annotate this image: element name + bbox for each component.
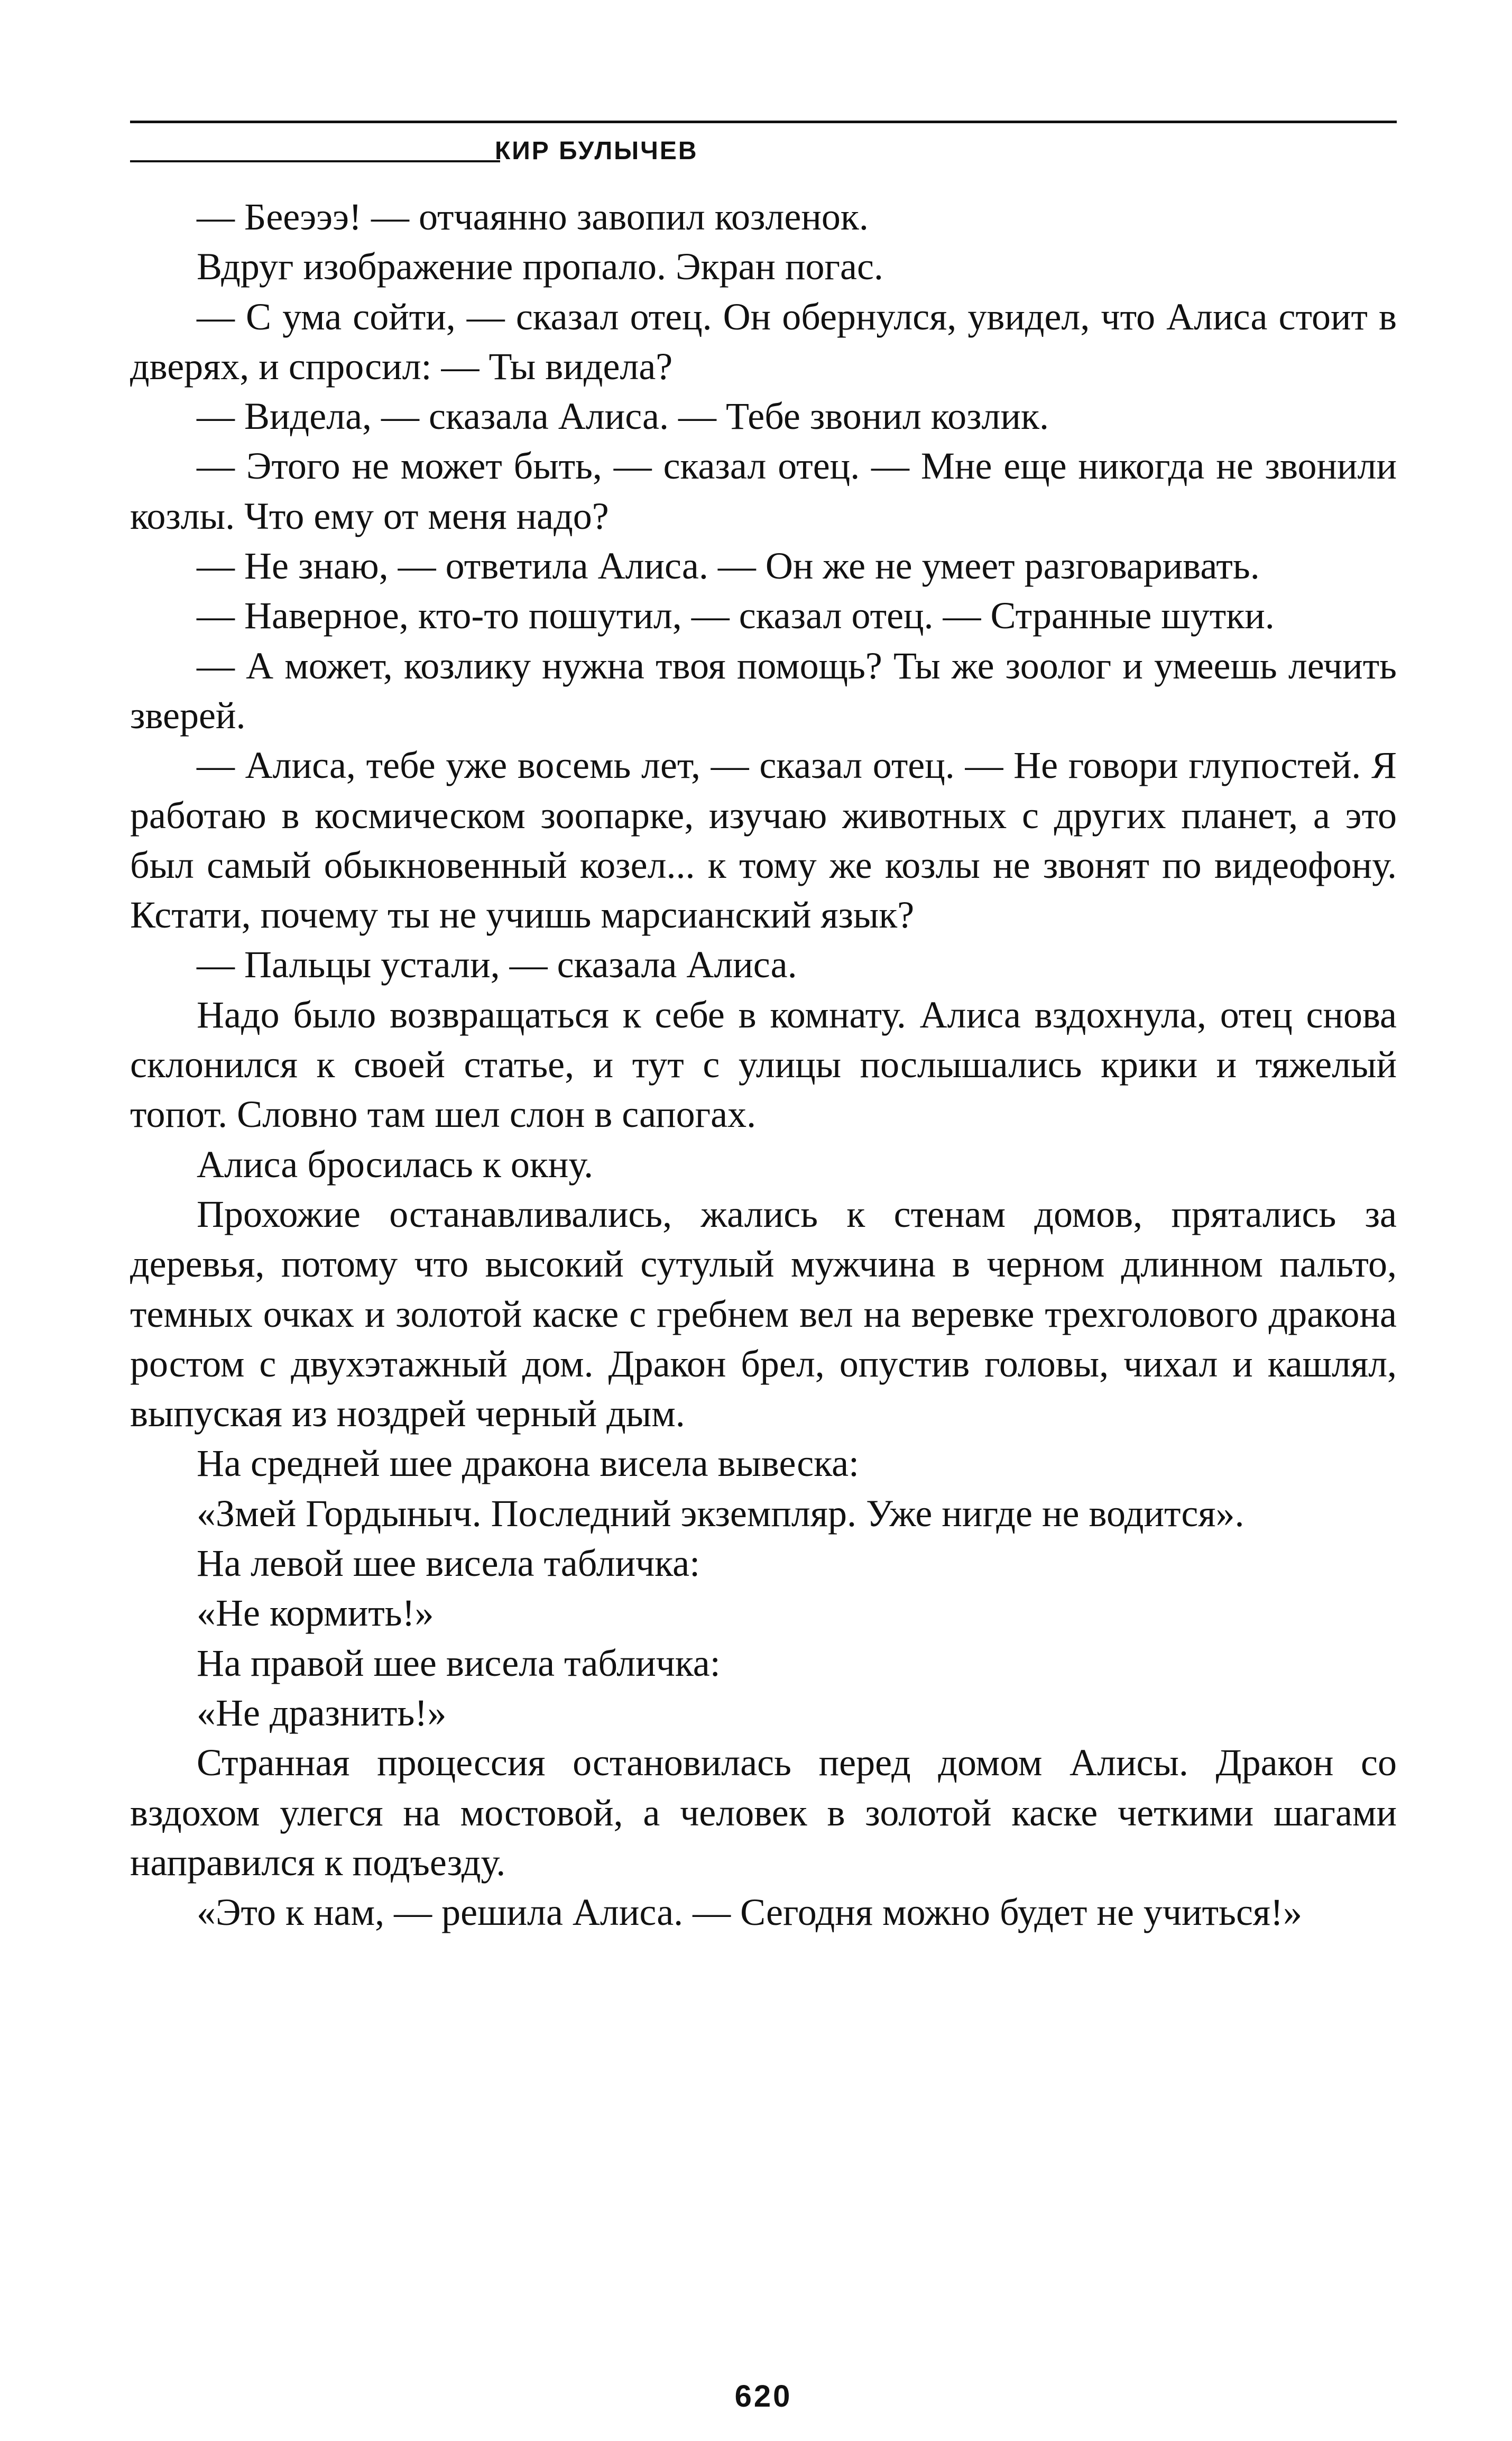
paragraph: «Змей Гордыныч. Последний экземпляр. Уже нигде не водится». [197, 1492, 1244, 1535]
book-page [130, 121, 1397, 2414]
running-title: КИР БУЛЫЧЕВ [495, 137, 698, 165]
header-underline [130, 160, 500, 162]
paragraph: На правой шее висела табличка: [197, 1641, 721, 1684]
header-rule [130, 121, 1397, 123]
paragraph: Алиса бросилась к окну. [197, 1143, 594, 1186]
paragraph: «Это к нам, — решила Алиса. — Сегодня можно будет не учиться!» [197, 1891, 1302, 1934]
paragraph: Странная процессия остановилась перед домом Алисы. Дракон со вздохом улегся на мостовой, а человек в золотой каске четкими шагами направился к подъезду. [130, 1741, 1397, 1884]
paragraph: Вдруг изображение пропало. Экран погас. [197, 245, 883, 288]
running-header [130, 130, 1397, 167]
paragraph: «Не кормить!» [197, 1592, 434, 1635]
paragraph: «Не дразнить!» [197, 1691, 447, 1734]
paragraph: — Наверное, кто-то пошутил, — сказал отец. — Странные шутки. [197, 594, 1275, 637]
paragraph: — Пальцы устали, — сказала Алиса. [197, 943, 797, 986]
paragraph: — Не знаю, — ответила Алиса. — Он же не умеет разговаривать. [197, 545, 1260, 588]
paragraph: — Бееэээ! — отчаянно завопил козленок. [197, 196, 869, 238]
paragraph: — Этого не может быть, — сказал отец. — Мне еще никогда не звонили козлы. Что ему от меня надо? [130, 445, 1397, 537]
paragraph: — Видела, — сказала Алиса. — Тебе звонил козлик. [197, 395, 1049, 438]
paragraph: Прохожие останавливались, жались к стенам домов, прятались за деревья, потому что высокий сутулый мужчина в черном длинном пальто, темных очках и золотой каске с гребнем вел на веревке трехголового дракона ростом с двухэтажный дом. Дракон брел, опустив головы, чихал и кашлял, выпуская из ноздрей черный дым. [130, 1192, 1397, 1435]
paragraph: — А может, козлику нужна твоя помощь? Ты же зоолог и умеешь лечить зверей. [130, 644, 1397, 737]
paragraph: — Алиса, тебе уже восемь лет, — сказал отец. — Не говори глупостей. Я работаю в космическом зоопарке, изучаю животных с других планет, а это был самый обыкновенный козел... к тому же козлы не звонят по видеофону. Кстати, почему ты не учишь марсианский язык? [130, 744, 1397, 937]
paragraph: Надо было возвращаться к себе в комнату. Алиса вздохнула, отец снова склонился к своей статье, и тут с улицы послышались крики и тяжелый топот. Словно там шел слон в сапогах. [130, 993, 1397, 1136]
paragraph: На левой шее висела табличка: [197, 1542, 700, 1585]
paragraph: — С ума сойти, — сказал отец. Он обернулся, увидел, что Алиса стоит в дверях, и спросил: — Ты видела? [130, 295, 1397, 388]
paragraph: На средней шее дракона висела вывеска: [197, 1442, 860, 1485]
body-text [130, 192, 1397, 1937]
page-number: 620 [734, 2379, 792, 2414]
